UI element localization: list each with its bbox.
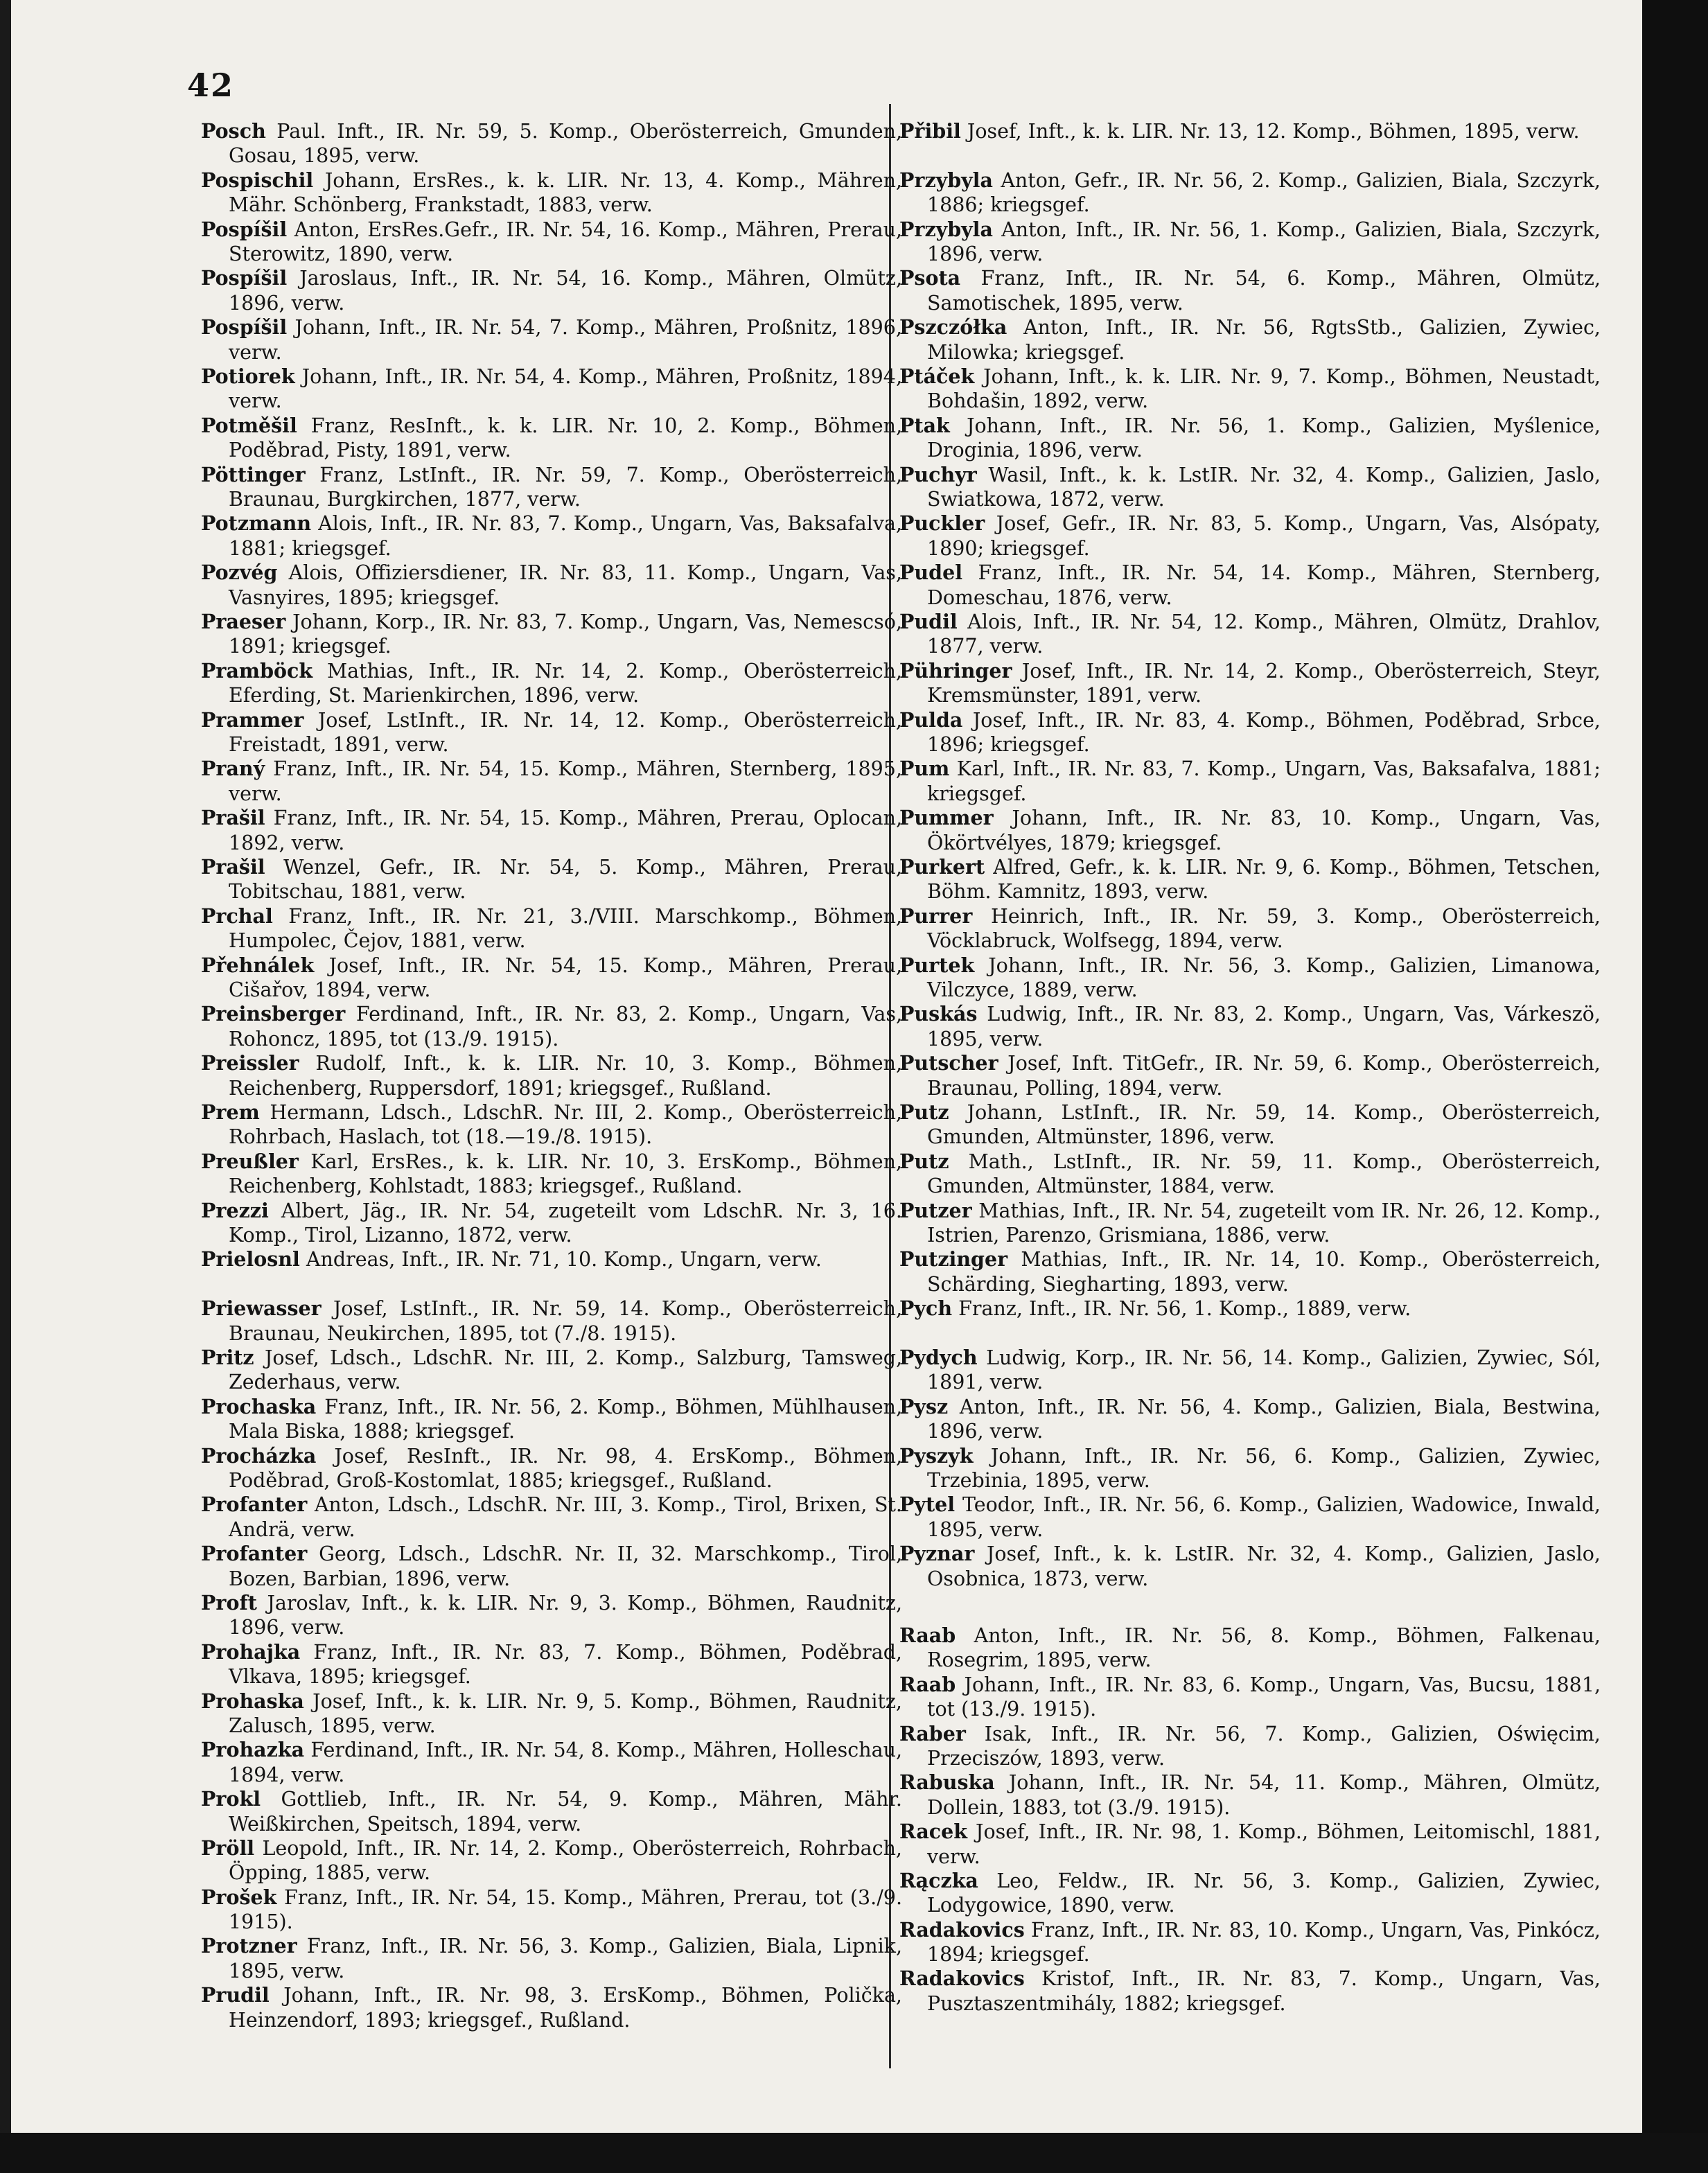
- register-entry: [201, 610, 902, 659]
- register-entry: [899, 1624, 1601, 1673]
- entry-surname: Profanter: [201, 1493, 308, 1517]
- entry-surname: Putscher: [899, 1051, 998, 1075]
- register-entry: [201, 1444, 902, 1493]
- entry-details: Karl, Inft., IR. Nr. 83, 7. Komp., Ungarn, Vas, Baksafalva, 1881; kriegsgef.: [927, 757, 1601, 805]
- entry-surname: Přehnálek: [201, 953, 315, 977]
- entry-details: Josef, Ldsch., LdschR. Nr. III, 2. Komp., Salzburg, Tamsweg, Zederhaus, verw.: [229, 1346, 902, 1394]
- register-entry: [201, 855, 902, 904]
- entry-details: Anton, Inft., IR. Nr. 56, 4. Komp., Galizien, Biala, Bestwina, 1896, verw.: [927, 1395, 1601, 1443]
- entry-surname: Prohaska: [201, 1689, 304, 1713]
- register-entry: [201, 1002, 902, 1051]
- entry-surname: Raab: [899, 1623, 956, 1647]
- register-entry: [899, 1722, 1601, 1771]
- entry-surname: Pyznar: [899, 1542, 975, 1566]
- entry-details: Albert, Jäg., IR. Nr. 54, zugeteilt vom LdschR. Nr. 3, 16. Komp., Tirol, Lizanno, 1872, verw.: [229, 1199, 902, 1247]
- register-entry: [201, 1542, 902, 1591]
- entry-surname: Puckler: [899, 511, 985, 536]
- entry-details: Franz, Inft., IR. Nr. 54, 15. Komp., Mähren, Prerau, tot (3./9. 1915).: [229, 1885, 902, 1934]
- entry-details: Anton, Ldsch., LdschR. Nr. III, 3. Komp., Tirol, Brixen, St. Andrä, verw.: [229, 1493, 902, 1541]
- entry-details: Karl, ErsRes., k. k. LIR. Nr. 10, 3. ErsKomp., Böhmen, Reichenberg, Kohlstadt, 1883; kriegsgef., Rußland.: [229, 1150, 902, 1198]
- entry-surname: Pramböck: [201, 658, 313, 683]
- entry-details: Josef, Gefr., IR. Nr. 83, 5. Komp., Ungarn, Vas, Alsópaty, 1890; kriegsgef.: [927, 512, 1601, 560]
- entry-surname: Pummer: [899, 806, 994, 830]
- entry-surname: Ptak: [899, 413, 950, 437]
- entry-surname: Procházka: [201, 1443, 317, 1468]
- right-column-entries-p: [899, 119, 1601, 1591]
- register-entry: [899, 757, 1601, 806]
- entry-surname: Prezzi: [201, 1198, 269, 1222]
- register-entry: [201, 659, 902, 708]
- entry-surname: Pyszyk: [899, 1443, 974, 1468]
- entry-surname: Purtek: [899, 953, 975, 977]
- scan-edge-bottom: [0, 2133, 1708, 2173]
- entry-surname: Prohazka: [201, 1738, 305, 1762]
- register-entry: [899, 1002, 1601, 1051]
- entry-surname: Priewasser: [201, 1296, 322, 1321]
- entry-surname: Putzinger: [899, 1247, 1008, 1272]
- entry-details: Wasil, Inft., k. k. LstIR. Nr. 32, 4. Komp., Galizien, Jaslo, Swiatkowa, 1872, verw.: [927, 463, 1601, 511]
- entry-details: Franz, Inft., IR. Nr. 54, 14. Komp., Mähren, Sternberg, Domeschau, 1876, verw.: [927, 561, 1601, 609]
- scan-edge-left: [0, 0, 11, 2173]
- entry-details: Josef, LstInft., IR. Nr. 14, 12. Komp., Oberösterreich, Freistadt, 1891, verw.: [229, 708, 902, 756]
- register-entry: [201, 463, 902, 512]
- register-entry: [201, 315, 902, 364]
- register-entry: [899, 1820, 1601, 1869]
- register-entry: [899, 806, 1601, 855]
- entry-details: Josef, Inft., k. k. LstIR. Nr. 32, 4. Komp., Galizien, Jaslo, Osobnica, 1873, verw.: [927, 1542, 1601, 1590]
- register-entry: [201, 1100, 902, 1150]
- register-entry: [201, 1983, 902, 2032]
- entry-surname: Prošek: [201, 1885, 277, 1909]
- register-entry: [899, 1673, 1601, 1722]
- register-entry: [899, 1199, 1601, 1248]
- entry-surname: Posch: [201, 119, 266, 143]
- entry-surname: Prohajka: [201, 1639, 301, 1664]
- entry-surname: Raab: [899, 1672, 956, 1696]
- entry-details: Mathias, Inft., IR. Nr. 14, 2. Komp., Oberösterreich, Eferding, St. Marienkirchen, 1896, verw.: [229, 659, 902, 707]
- entry-details: Hermann, Ldsch., LdschR. Nr. III, 2. Komp., Oberösterreich, Rohrbach, Haslach, tot (18.—19./8. 1915).: [229, 1100, 902, 1149]
- register-entry: [201, 1247, 902, 1296]
- register-entry: [201, 1885, 902, 1935]
- register-entry: [899, 463, 1601, 512]
- register-entry: [899, 1918, 1601, 1967]
- entry-surname: Potiorek: [201, 364, 295, 388]
- entry-surname: Psota: [899, 266, 961, 290]
- entry-details: Leo, Feldw., IR. Nr. 56, 3. Komp., Galizien, Zywiec, Lodygowice, 1890, verw.: [927, 1869, 1601, 1917]
- entry-details: Jaroslav, Inft., k. k. LIR. Nr. 9, 3. Komp., Böhmen, Raudnitz, 1896, verw.: [229, 1591, 902, 1639]
- entry-details: Josef, Inft., k. k. LIR. Nr. 13, 12. Komp., Böhmen, 1895, verw.: [967, 120, 1580, 143]
- entry-details: Mathias, Inft., IR. Nr. 14, 10. Komp., Oberösterreich, Schärding, Siegharting, 1893, verw.: [927, 1248, 1601, 1296]
- register-entry: [899, 1493, 1601, 1542]
- entry-details: Josef, Inft., IR. Nr. 98, 1. Komp., Böhmen, Leitomischl, 1881, verw.: [927, 1820, 1601, 1868]
- entry-surname: Pospíšil: [201, 266, 288, 290]
- entry-details: Ferdinand, Inft., IR. Nr. 83, 2. Komp., Ungarn, Vas, Rohoncz, 1895, tot (13./9. 1915).: [229, 1003, 902, 1050]
- entry-details: Josef, Inft., IR. Nr. 83, 4. Komp., Böhmen, Poděbrad, Srbce, 1896; kriegsgef.: [927, 708, 1601, 756]
- register-entry: [201, 708, 902, 757]
- entry-details: Heinrich, Inft., IR. Nr. 59, 3. Komp., Oberösterreich, Vöcklabruck, Wolfsegg, 1894, verw.: [927, 904, 1601, 953]
- register-entry: [201, 953, 902, 1003]
- register-entry: [899, 364, 1601, 414]
- entry-details: Alfred, Gefr., k. k. LIR. Nr. 9, 6. Komp., Böhmen, Tetschen, Böhm. Kamnitz, 1893, verw.: [927, 855, 1601, 904]
- register-entry: [899, 1444, 1601, 1493]
- entry-details: Johann, Inft., IR. Nr. 54, 4. Komp., Mähren, Proßnitz, 1894, verw.: [229, 364, 902, 413]
- entry-surname: Potměšil: [201, 413, 297, 437]
- entry-details: Franz, Inft., IR. Nr. 54, 15. Komp., Mähren, Prerau, Oplocan, 1892, verw.: [229, 807, 902, 854]
- entry-surname: Pytel: [899, 1493, 956, 1517]
- entry-details: Andreas, Inft., IR. Nr. 71, 10. Komp., Ungarn, verw.: [306, 1248, 822, 1272]
- register-entry: [201, 1199, 902, 1248]
- register-entry: [201, 1493, 902, 1542]
- entry-details: Johann, Inft., IR. Nr. 56, 6. Komp., Galizien, Zywiec, Trzebinia, 1895, verw.: [927, 1444, 1601, 1492]
- register-entry: [201, 218, 902, 267]
- entry-details: Franz, Inft., IR. Nr. 21, 3./VIII. Marschkomp., Böhmen, Humpolec, Čejov, 1881, verw.: [229, 904, 902, 953]
- entry-surname: Pritz: [201, 1345, 254, 1369]
- entry-surname: Ptáček: [899, 364, 975, 388]
- entry-details: Ludwig, Inft., IR. Nr. 83, 2. Komp., Ungarn, Vas, Várkeszö, 1895, verw.: [927, 1003, 1601, 1050]
- entry-details: Anton, Gefr., IR. Nr. 56, 2. Komp., Galizien, Biala, Szczyrk, 1886; kriegsgef.: [927, 168, 1601, 217]
- register-entry: [201, 1836, 902, 1885]
- entry-surname: Praný: [201, 757, 265, 781]
- register-entry: [899, 1051, 1601, 1100]
- entry-details: Josef, LstInft., IR. Nr. 59, 14. Komp., Oberösterreich, Braunau, Neukirchen, 1895, tot (7./8. 1915).: [229, 1297, 902, 1345]
- entry-surname: Prchal: [201, 904, 273, 928]
- register-entry: [201, 1689, 902, 1739]
- entry-details: Wenzel, Gefr., IR. Nr. 54, 5. Komp., Mähren, Prerau, Tobitschau, 1881, verw.: [229, 855, 902, 904]
- entry-surname: Pych: [899, 1296, 953, 1321]
- register-entry: [201, 806, 902, 855]
- entry-surname: Prem: [201, 1100, 260, 1124]
- entry-surname: Przybyla: [899, 217, 993, 241]
- entry-surname: Pospíšil: [201, 217, 288, 241]
- entry-details: Anton, Inft., IR. Nr. 56, 8. Komp., Böhmen, Falkenau, Rosegrim, 1895, verw.: [927, 1624, 1601, 1672]
- entry-surname: Prielosnl: [201, 1247, 300, 1272]
- entry-details: Johann, Inft., IR. Nr. 98, 3. ErsKomp., Böhmen, Polička, Heinzendorf, 1893; kriegsgef., Rußland.: [229, 1984, 902, 2032]
- entry-details: Johann, Korp., IR. Nr. 83, 7. Komp., Ungarn, Vas, Nemescsó, 1891; kriegsgef.: [229, 610, 902, 658]
- register-entry: [201, 1395, 902, 1444]
- entry-details: Isak, Inft., IR. Nr. 56, 7. Komp., Galizien, Oświęcim, Przeciszów, 1893, verw.: [927, 1722, 1601, 1770]
- entry-surname: Protzner: [201, 1934, 297, 1958]
- register-entry: [899, 904, 1601, 953]
- entry-details: Johann, Inft., IR. Nr. 83, 10. Komp., Ungarn, Vas, Ökörtvélyes, 1879; kriegsgef.: [927, 807, 1601, 854]
- entry-details: Johann, LstInft., IR. Nr. 59, 14. Komp., Oberösterreich, Gmunden, Altmünster, 1896, verw.: [927, 1100, 1601, 1149]
- register-entry: [201, 364, 902, 414]
- register-entry: [201, 1787, 902, 1836]
- entry-surname: Raber: [899, 1721, 966, 1745]
- entry-details: Alois, Inft., IR. Nr. 83, 7. Komp., Ungarn, Vas, Baksafalva, 1881; kriegsgef.: [229, 512, 902, 560]
- entry-details: Rudolf, Inft., k. k. LIR. Nr. 10, 3. Komp., Böhmen, Reichenberg, Ruppersdorf, 1891; kriegsgef., Rußland.: [229, 1052, 902, 1100]
- register-entry: [899, 218, 1601, 267]
- entry-surname: Praeser: [201, 609, 286, 633]
- entry-details: Johann, Inft., IR. Nr. 83, 6. Komp., Ungarn, Vas, Bucsu, 1881, tot (13./9. 1915).: [927, 1673, 1601, 1721]
- entry-surname: Purrer: [899, 904, 973, 928]
- register-entry: [201, 1738, 902, 1787]
- register-entry: [201, 1051, 902, 1100]
- entry-surname: Pühringer: [899, 658, 1012, 683]
- entry-details: Anton, Inft., IR. Nr. 56, RgtsStb., Galizien, Zywiec, Milowka; kriegsgef.: [927, 316, 1601, 364]
- entry-details: Franz, LstInft., IR. Nr. 59, 7. Komp., Oberösterreich, Braunau, Burgkirchen, 1877, verw.: [229, 463, 902, 511]
- entry-details: Josef, Inft., k. k. LIR. Nr. 9, 5. Komp., Böhmen, Raudnitz, Zalusch, 1895, verw.: [229, 1689, 902, 1737]
- register-entry: [201, 119, 902, 168]
- register-entry: [201, 1296, 902, 1346]
- register-entry: [899, 1150, 1601, 1199]
- entry-surname: Pydych: [899, 1345, 978, 1369]
- entry-surname: Pospischil: [201, 168, 314, 192]
- entry-details: Math., LstInft., IR. Nr. 59, 11. Komp., Oberösterreich, Gmunden, Altmünster, 1884, verw.: [927, 1150, 1601, 1198]
- entry-surname: Prudil: [201, 1983, 270, 2007]
- entry-surname: Pröll: [201, 1836, 255, 1860]
- entry-surname: Prochaska: [201, 1394, 317, 1418]
- register-entry: [899, 266, 1601, 315]
- entry-surname: Pudil: [899, 609, 958, 633]
- right-column: [899, 119, 1601, 2016]
- entry-surname: Purkert: [899, 854, 985, 879]
- entry-details: Johann, Inft., k. k. LIR. Nr. 9, 7. Komp., Böhmen, Neustadt, Bohdašin, 1892, verw.: [927, 364, 1601, 413]
- entry-surname: Pozvég: [201, 561, 278, 585]
- entry-surname: Putz: [899, 1100, 949, 1124]
- entry-details: Franz, Inft., IR. Nr. 54, 6. Komp., Mähren, Olmütz, Samotischek, 1895, verw.: [927, 267, 1601, 315]
- register-entry: [201, 266, 902, 315]
- entry-surname: Pum: [899, 757, 950, 781]
- entry-details: Franz, Inft., IR. Nr. 56, 2. Komp., Böhmen, Mühlhausen, Mala Biska, 1888; kriegsgef.: [229, 1395, 902, 1443]
- register-entry: [899, 119, 1601, 168]
- entry-details: Johann, Inft., IR. Nr. 54, 7. Komp., Mähren, Proßnitz, 1896, verw.: [229, 316, 902, 364]
- entry-details: Ludwig, Korp., IR. Nr. 56, 14. Komp., Galizien, Zywiec, Sól, 1891, verw.: [927, 1346, 1601, 1394]
- register-entry: [899, 708, 1601, 757]
- register-entry: [201, 1346, 902, 1395]
- entry-details: Paul. Inft., IR. Nr. 59, 5. Komp., Oberösterreich, Gmunden, Gosau, 1895, verw.: [229, 120, 902, 168]
- entry-details: Ferdinand, Inft., IR. Nr. 54, 8. Komp., Mähren, Holleschau, 1894, verw.: [229, 1739, 902, 1786]
- entry-surname: Pulda: [899, 707, 963, 732]
- register-entry: [899, 315, 1601, 364]
- entry-details: Alois, Offiziersdiener, IR. Nr. 83, 11. Komp., Ungarn, Vas, Vasnyires, 1895; kriegsgef.: [229, 561, 902, 609]
- entry-surname: Pudel: [899, 561, 963, 585]
- entry-surname: Prašil: [201, 854, 265, 879]
- register-entry: [201, 1640, 902, 1689]
- page-number: 42: [187, 67, 235, 104]
- entry-surname: Rabuska: [899, 1770, 995, 1795]
- entry-surname: Preissler: [201, 1051, 299, 1075]
- entry-details: Franz, Inft., IR. Nr. 83, 7. Komp., Böhmen, Poděbrad, Vlkava, 1895; kriegsgef.: [229, 1640, 902, 1689]
- left-column: [201, 119, 902, 2032]
- register-entry: [201, 511, 902, 561]
- register-entry: [201, 168, 902, 218]
- register-entry: [899, 1346, 1601, 1395]
- entry-details: Johann, ErsRes., k. k. LIR. Nr. 13, 4. Komp., Mähren, Mähr. Schönberg, Frankstadt, 1883, verw.: [229, 168, 902, 217]
- entry-surname: Preußler: [201, 1149, 299, 1173]
- register-entry: [201, 1934, 902, 1983]
- entry-surname: Pöttinger: [201, 462, 306, 486]
- register-entry: [899, 561, 1601, 610]
- register-entry: [899, 1296, 1601, 1346]
- entry-surname: Putz: [899, 1149, 949, 1173]
- entry-surname: Prokl: [201, 1787, 261, 1811]
- entry-details: Teodor, Inft., IR. Nr. 56, 6. Komp., Galizien, Wadowice, Inwald, 1895, verw.: [927, 1493, 1601, 1541]
- scan-edge-right: [1642, 0, 1708, 2173]
- entry-surname: Rączka: [899, 1868, 978, 1892]
- entry-surname: Preinsberger: [201, 1002, 346, 1026]
- entry-details: Franz, Inft., IR. Nr. 56, 3. Komp., Galizien, Biala, Lipnik, 1895, verw.: [229, 1935, 902, 1982]
- entry-details: Johann, Inft., IR. Nr. 56, 3. Komp., Galizien, Limanowa, Vilczyce, 1889, verw.: [927, 953, 1601, 1001]
- register-entry: [201, 1150, 902, 1199]
- entry-surname: Puskás: [899, 1002, 978, 1026]
- register-entry: [899, 953, 1601, 1003]
- entry-surname: Radakovics: [899, 1917, 1025, 1942]
- entry-details: Alois, Inft., IR. Nr. 54, 12. Komp., Mähren, Olmütz, Drahlov, 1877, verw.: [927, 610, 1601, 658]
- entry-details: Georg, Ldsch., LdschR. Nr. II, 32. Marschkomp., Tirol, Bozen, Barbian, 1896, verw.: [229, 1542, 902, 1590]
- entry-surname: Potzmann: [201, 511, 312, 536]
- register-entry: [201, 414, 902, 463]
- register-entry: [201, 904, 902, 953]
- entry-surname: Prašil: [201, 806, 265, 830]
- register-entry: [899, 1869, 1601, 1918]
- entry-details: Josef, Inft. TitGefr., IR. Nr. 59, 6. Komp., Oberösterreich, Braunau, Polling, 1894, verw.: [927, 1052, 1601, 1100]
- entry-details: Kristof, Inft., IR. Nr. 83, 7. Komp., Ungarn, Vas, Pusztaszentmihály, 1882; kriegsgef.: [927, 1967, 1601, 2015]
- entry-details: Josef, Inft., IR. Nr. 14, 2. Komp., Oberösterreich, Steyr, Kremsmünster, 1891, verw.: [927, 659, 1601, 707]
- entry-surname: Prammer: [201, 707, 304, 732]
- register-entry: [899, 1247, 1601, 1296]
- entry-surname: Pszczółka: [899, 315, 1007, 340]
- entry-surname: Radakovics: [899, 1967, 1025, 1991]
- entry-surname: Proft: [201, 1590, 257, 1615]
- entry-surname: Přibil: [899, 119, 961, 143]
- register-entry: [899, 1100, 1601, 1150]
- register-entry: [899, 610, 1601, 659]
- right-column-entries-r: [899, 1624, 1601, 2016]
- entry-details: Jaroslaus, Inft., IR. Nr. 54, 16. Komp., Mähren, Olmütz, 1896, verw.: [229, 267, 902, 315]
- register-entry: [899, 1542, 1601, 1591]
- entry-details: Johann, Inft., IR. Nr. 56, 1. Komp., Galizien, Myślenice, Droginia, 1896, verw.: [927, 414, 1601, 462]
- entry-details: Franz, ResInft., k. k. LIR. Nr. 10, 2. Komp., Böhmen, Poděbrad, Pisty, 1891, verw.: [229, 414, 902, 462]
- register-entry: [899, 1770, 1601, 1820]
- register-entry: [899, 659, 1601, 708]
- register-entry: [899, 511, 1601, 561]
- entry-details: Johann, Inft., IR. Nr. 54, 11. Komp., Mähren, Olmütz, Dollein, 1883, tot (3./9. 1915).: [927, 1771, 1601, 1819]
- register-entry: [201, 561, 902, 610]
- entry-details: Anton, Inft., IR. Nr. 56, 1. Komp., Galizien, Biala, Szczyrk, 1896, verw.: [927, 218, 1601, 265]
- register-entry: [899, 1967, 1601, 2016]
- entry-details: Franz, Inft., IR. Nr. 83, 10. Komp., Ungarn, Vas, Pinkócz, 1894; kriegsgef.: [927, 1918, 1601, 1967]
- entry-details: Franz, Inft., IR. Nr. 54, 15. Komp., Mähren, Sternberg, 1895, verw.: [229, 757, 902, 805]
- entry-details: Leopold, Inft., IR. Nr. 14, 2. Komp., Oberösterreich, Rohrbach, Öpping, 1885, verw.: [229, 1836, 902, 1885]
- entry-surname: Pysz: [899, 1394, 949, 1418]
- entry-surname: Racek: [899, 1820, 968, 1844]
- entry-details: Josef, Inft., IR. Nr. 54, 15. Komp., Mähren, Prerau, Cišařov, 1894, verw.: [229, 953, 902, 1001]
- register-entry: [899, 414, 1601, 463]
- register-entry: [899, 1395, 1601, 1444]
- entry-details: Anton, ErsRes.Gefr., IR. Nr. 54, 16. Komp., Mähren, Prerau, Sterowitz, 1890, verw.: [229, 218, 902, 265]
- register-entry: [201, 1591, 902, 1640]
- entry-details: Franz, Inft., IR. Nr. 56, 1. Komp., 1889, verw.: [958, 1297, 1411, 1321]
- entry-surname: Pospíšil: [201, 315, 288, 340]
- register-entry: [899, 855, 1601, 904]
- entry-surname: Puchyr: [899, 462, 977, 486]
- entry-surname: Putzer: [899, 1198, 972, 1222]
- entry-details: Mathias, Inft., IR. Nr. 54, zugeteilt vom IR. Nr. 26, 12. Komp., Istrien, Parenzo, Grismiana, 1886, verw.: [927, 1199, 1601, 1247]
- register-entry: [201, 757, 902, 806]
- entry-surname: Przybyla: [899, 168, 993, 192]
- entry-details: Josef, ResInft., IR. Nr. 98, 4. ErsKomp., Böhmen, Poděbrad, Groß-Kostomlat, 1885; kriegsgef., Rußland.: [229, 1444, 902, 1492]
- register-entry: [899, 168, 1601, 218]
- section-gap: [899, 1591, 1601, 1624]
- entry-surname: Profanter: [201, 1542, 308, 1566]
- entry-details: Gottlieb, Inft., IR. Nr. 54, 9. Komp., Mähren, Mähr. Weißkirchen, Speitsch, 1894, verw.: [229, 1788, 902, 1836]
